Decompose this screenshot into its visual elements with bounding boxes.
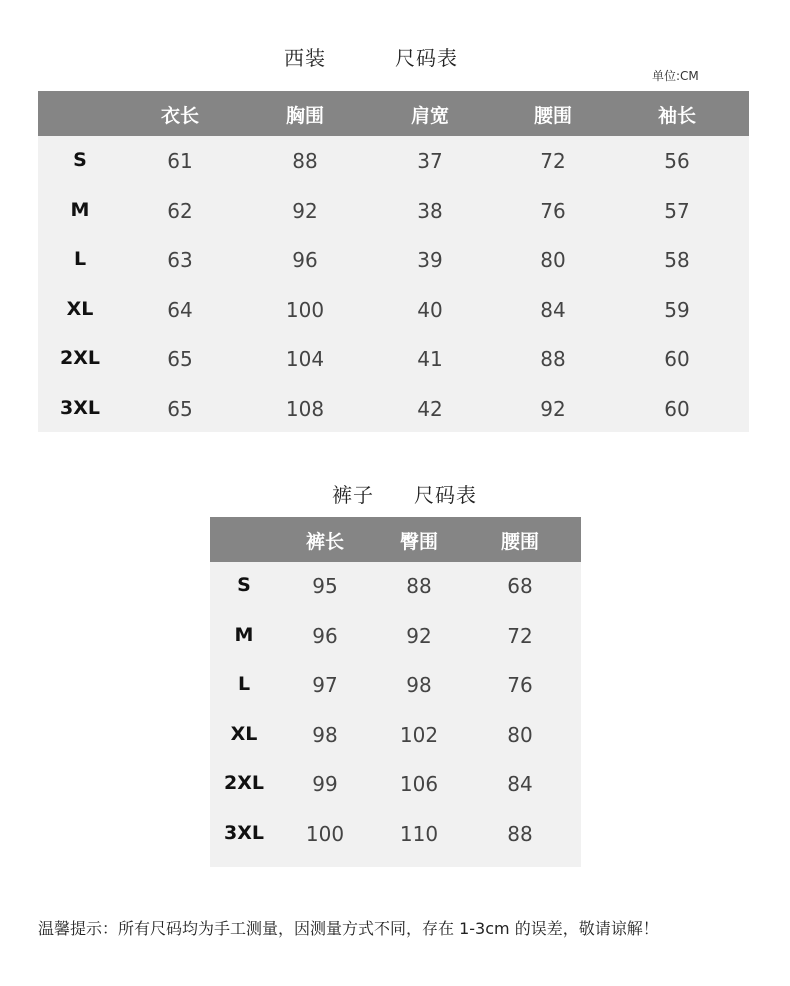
unit-label: 单位:CM [652,69,699,83]
table-cell: 88 [292,149,318,173]
size-label: L [73,248,87,270]
table-cell: 76 [540,198,566,223]
column-header: 衣长 [160,105,200,127]
suit-title-right: 尺码表 [395,46,458,70]
column-header: 臀围 [399,531,439,553]
table-cell: 88 [406,574,432,598]
suit-table-header [38,91,749,136]
suit-size-table [38,91,749,432]
column-header: 肩宽 [410,105,450,127]
table-cell: 58 [664,248,690,272]
table-cell: 96 [312,623,338,648]
table-cell: 59 [664,297,690,322]
table-cell: 108 [285,396,325,421]
table-cell: 40 [417,297,443,322]
column-header: 腰围 [500,531,540,553]
table-cell: 37 [417,149,443,173]
table-cell: 61 [167,149,193,173]
table-cell: 80 [540,248,566,272]
size-label: XL [66,297,94,320]
column-header: 裤长 [305,531,345,553]
table-cell: 65 [167,396,193,421]
table-cell: 97 [312,673,338,697]
size-label: S [237,574,251,596]
pants-size-table [210,517,581,867]
table-cell: 88 [540,347,566,371]
size-label: L [237,673,251,695]
table-cell: 106 [399,772,439,796]
table-cell: 88 [507,821,533,846]
pants-title-right: 尺码表 [414,483,477,507]
table-cell: 84 [507,772,533,796]
table-cell: 80 [507,722,533,747]
size-label: 3XL [60,396,100,419]
table-cell: 68 [507,574,533,598]
size-label: XL [230,722,258,745]
column-header: 腰围 [533,105,573,127]
table-cell: 42 [417,396,443,421]
size-label: S [73,149,87,171]
table-cell: 92 [292,198,318,223]
table-cell: 60 [664,396,690,421]
table-cell: 41 [417,347,443,371]
table-cell: 96 [292,248,318,272]
measurement-note: 温馨提示：所有尺码均为手工测量，因测量方式不同，存在 1-3cm 的误差，敬请谅解！ [38,919,659,938]
table-cell: 100 [285,297,325,322]
table-cell: 99 [312,772,338,796]
table-cell: 56 [664,149,690,173]
table-cell: 63 [167,248,193,272]
size-label: M [234,623,254,646]
pants-title-left: 裤子 [332,483,374,507]
size-label: 3XL [224,821,264,844]
table-cell: 100 [305,821,345,846]
size-label: M [70,198,90,221]
size-label: 2XL [224,772,264,794]
table-cell: 84 [540,297,566,322]
column-header: 袖长 [657,105,697,127]
size-label: 2XL [60,347,100,369]
table-cell: 72 [540,149,566,173]
table-cell: 57 [664,198,690,223]
table-cell: 110 [399,821,439,846]
table-cell: 92 [540,396,566,421]
table-cell: 39 [417,248,443,272]
table-cell: 38 [417,198,443,223]
table-cell: 104 [285,347,325,371]
table-cell: 72 [507,623,533,648]
table-cell: 60 [664,347,690,371]
table-cell: 65 [167,347,193,371]
table-cell: 62 [167,198,193,223]
column-header: 胸围 [285,105,325,127]
table-cell: 64 [167,297,193,322]
table-cell: 92 [406,623,432,648]
table-cell: 98 [312,722,338,747]
table-cell: 98 [406,673,432,697]
table-cell: 102 [399,722,439,747]
table-cell: 95 [312,574,338,598]
suit-title-left: 西装 [284,46,326,70]
table-cell: 76 [507,673,533,697]
